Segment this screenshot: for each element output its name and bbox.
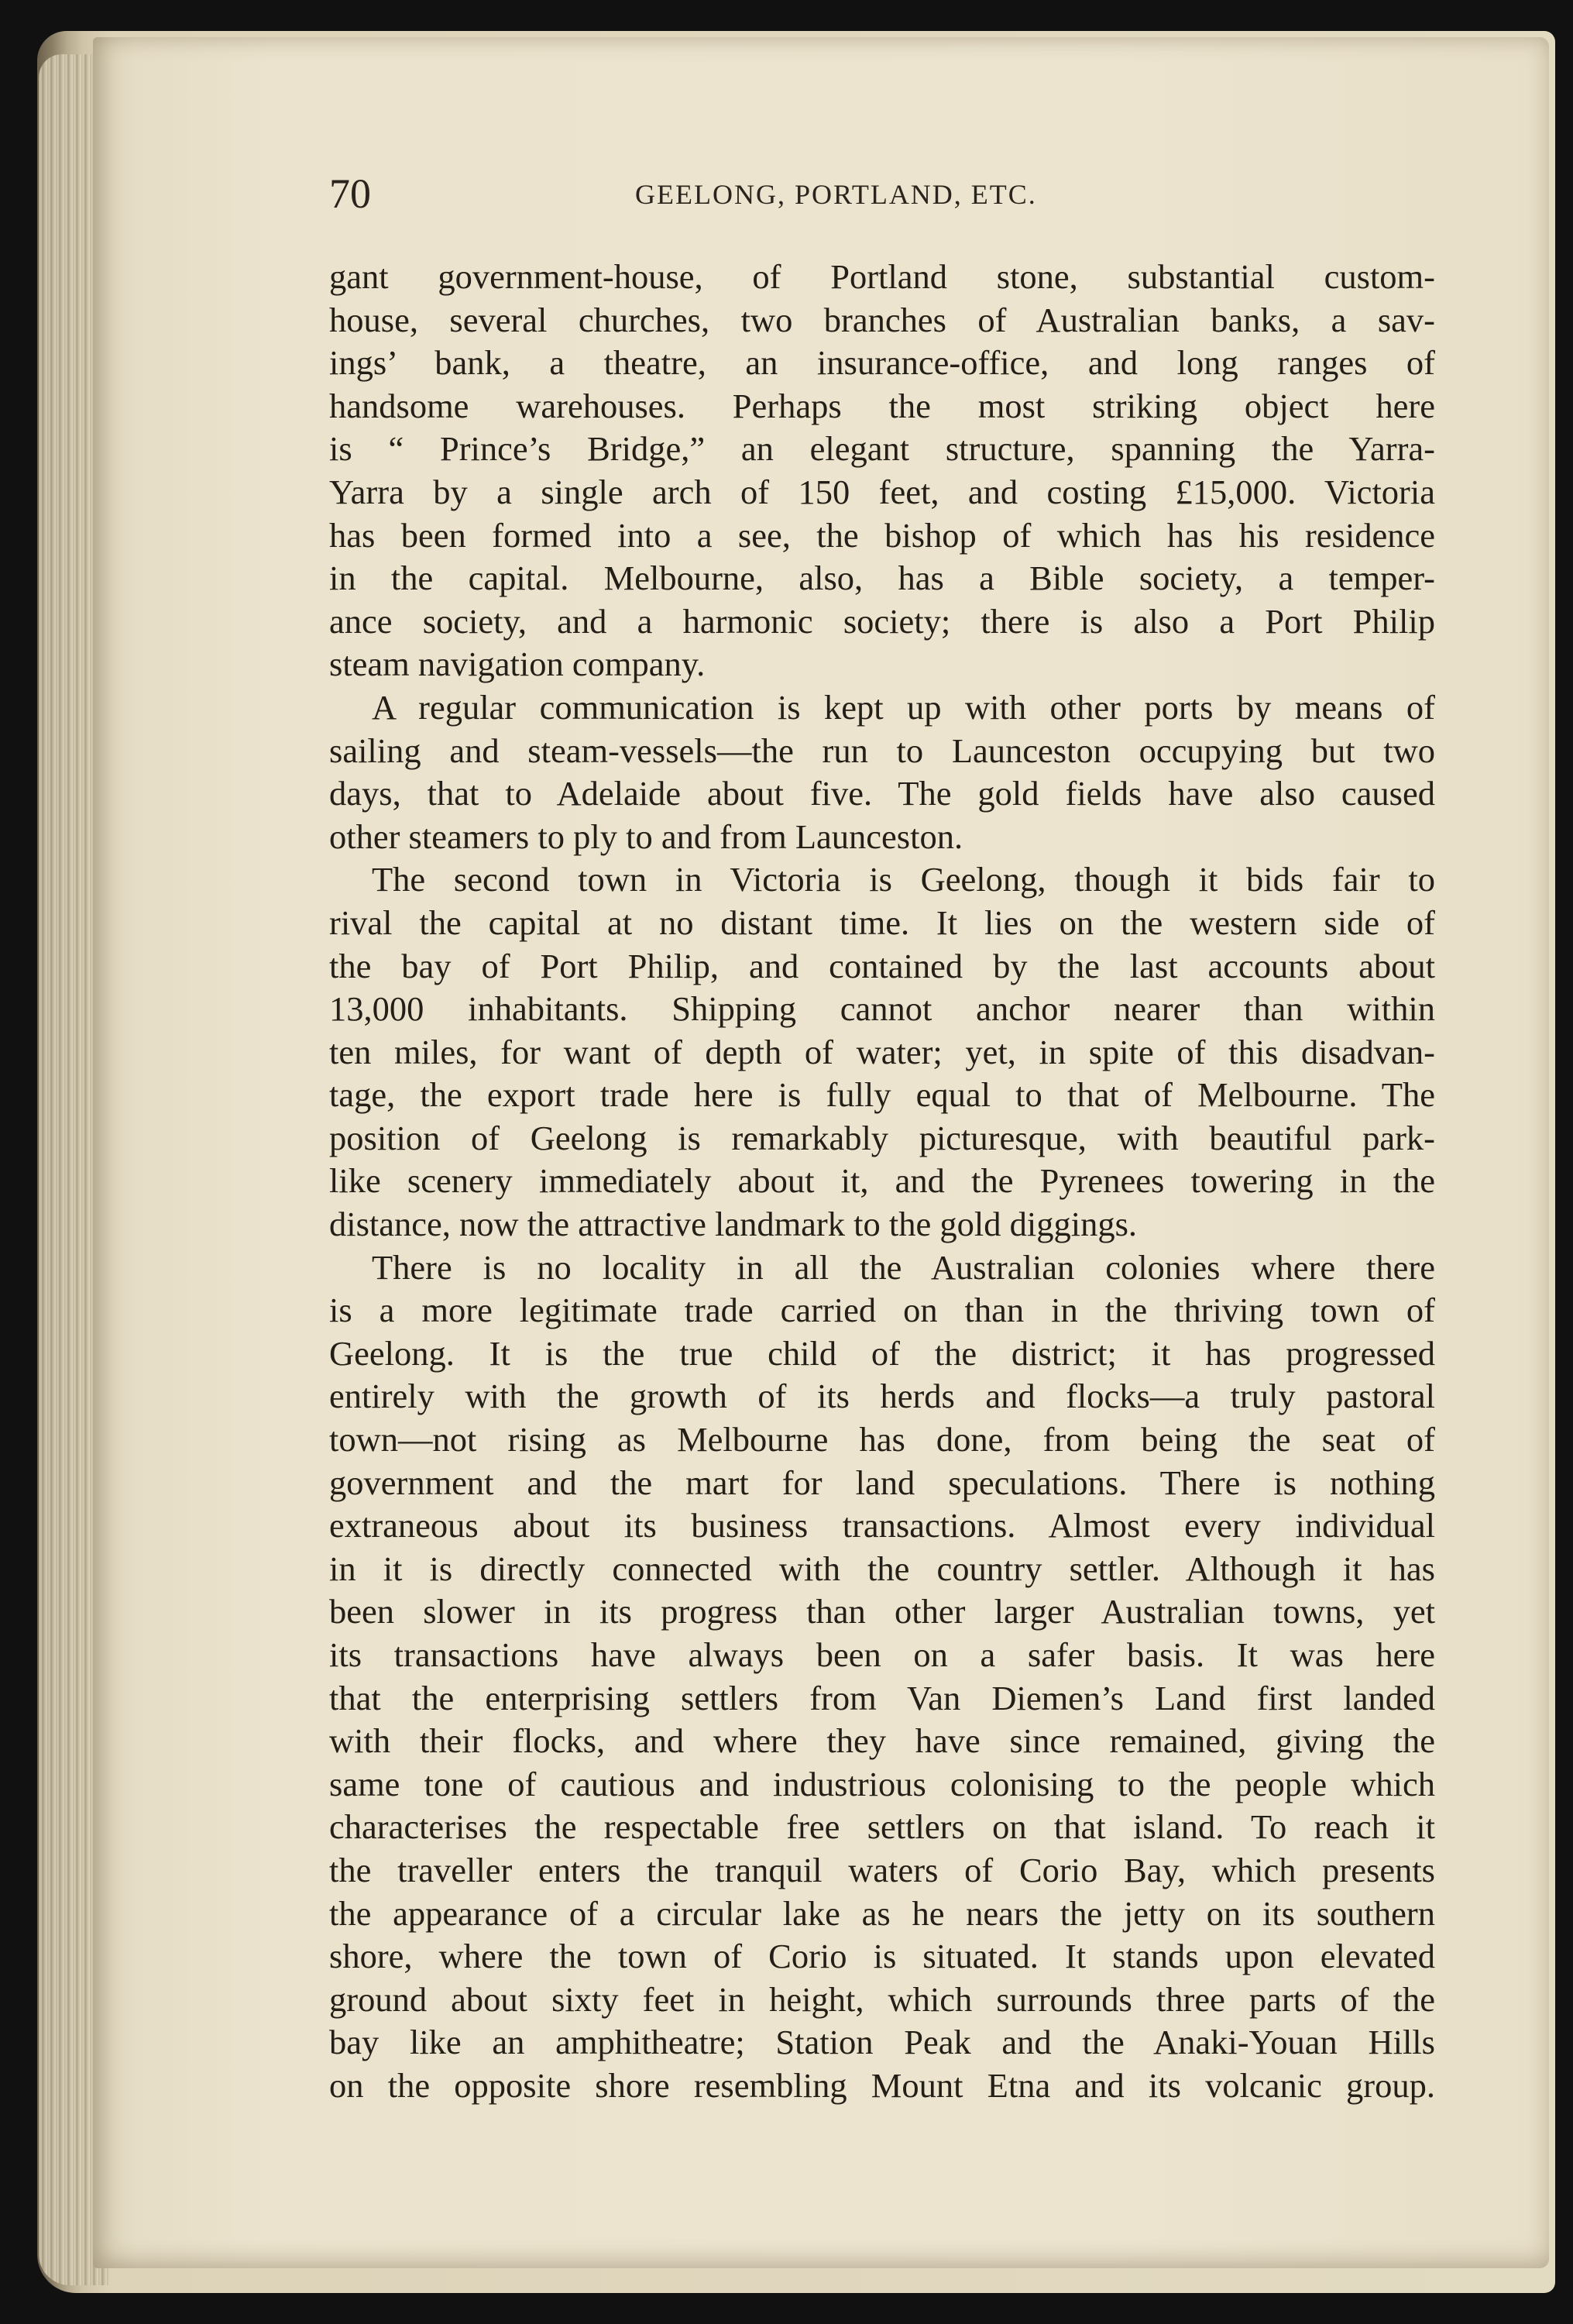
- text-line: handsome warehouses. Perhaps the most striking object here: [329, 386, 1435, 425]
- text-line: tage, the export trade here is fully equal to that of Melbourne. The: [329, 1075, 1435, 1115]
- text-line: Yarra by a single arch of 150 feet, and costing £15,000. Victoria: [329, 472, 1435, 511]
- text-line: the traveller enters the tranquil waters of Corio Bay, which presents: [329, 1850, 1435, 1889]
- text-line: ground about sixty feet in height, which surrounds three parts of the: [329, 1979, 1435, 2019]
- text-line: ance society, and a harmonic society; there is also a Port Philip: [329, 601, 1435, 641]
- text-line: in the capital. Melbourne, also, has a Bible society, a temper-: [329, 559, 1435, 598]
- text-line: like scenery immediately about it, and the Pyrenees towering in the: [329, 1161, 1435, 1201]
- text-line: is a more legitimate trade carried on than in the thriving town of: [329, 1291, 1435, 1330]
- body-text: [329, 256, 1435, 2108]
- running-title: GEELONG, PORTLAND, ETC.: [635, 179, 1037, 210]
- text-line: is “ Prince’s Bridge,” an elegant structure, spanning the Yarra-: [329, 429, 1435, 469]
- text-line: the appearance of a circular lake as he nears the jetty on its southern: [329, 1893, 1435, 1933]
- text-line: 13,000 inhabitants. Shipping cannot anchor nearer than within: [329, 989, 1435, 1029]
- page-number: 70: [329, 170, 371, 217]
- text-line: house, several churches, two branches of Australian banks, a sav-: [329, 300, 1435, 339]
- text-line: characterises the respectable free settlers on that island. To reach it: [329, 1807, 1435, 1847]
- running-header: [329, 167, 1433, 221]
- text-line: There is no locality in all the Australian colonies where there: [372, 1247, 1435, 1287]
- text-line: ten miles, for want of depth of water; yet, in spite of this disadvan-: [329, 1032, 1435, 1071]
- text-line: rival the capital at no distant time. It lies on the western side of: [329, 902, 1435, 942]
- text-line: position of Geelong is remarkably picturesque, with beautiful park-: [329, 1118, 1435, 1157]
- text-line: other steamers to ply to and from Launceston.: [329, 816, 963, 856]
- text-line: The second town in Victoria is Geelong, though it bids fair to: [372, 860, 1435, 899]
- text-line: in it is directly connected with the country settler. Although it has: [329, 1549, 1435, 1588]
- text-line: sailing and steam-vessels—the run to Launceston occupying but two: [329, 731, 1435, 770]
- text-line: has been formed into a see, the bishop of which has his residence: [329, 515, 1435, 555]
- text-line: been slower in its progress than other larger Australian towns, yet: [329, 1592, 1435, 1631]
- text-line: shore, where the town of Corio is situated. It stands upon elevated: [329, 1937, 1435, 1976]
- text-line: government and the mart for land speculations. There is nothing: [329, 1463, 1435, 1502]
- text-line: gant government-house, of Portland stone, substantial custom-: [329, 257, 1435, 296]
- text-line: days, that to Adelaide about five. The gold fields have also caused: [329, 774, 1435, 813]
- text-line: same tone of cautious and industrious colonising to the people which: [329, 1764, 1435, 1803]
- text-line: its transactions have always been on a safer basis. It was here: [329, 1635, 1435, 1674]
- text-line: entirely with the growth of its herds and flocks—a truly pastoral: [329, 1377, 1435, 1416]
- text-line: on the opposite shore resembling Mount Etna and its volcanic group.: [329, 2065, 1435, 2105]
- text-line: extraneous about its business transactions. Almost every individual: [329, 1506, 1435, 1545]
- text-line: A regular communication is kept up with other ports by means of: [372, 687, 1435, 727]
- text-line: steam navigation company.: [329, 645, 706, 684]
- text-line: bay like an amphitheatre; Station Peak and the Anaki-Youan Hills: [329, 2023, 1435, 2062]
- text-line: that the enterprising settlers from Van Diemen’s Land first landed: [329, 1678, 1435, 1717]
- text-line: distance, now the attractive landmark to the gold diggings.: [329, 1205, 1138, 1244]
- text-line: the bay of Port Philip, and contained by the last accounts about: [329, 946, 1435, 985]
- text-line: ings’ bank, a theatre, an insurance-office, and long ranges of: [329, 343, 1435, 383]
- text-line: town—not rising as Melbourne has done, from being the seat of: [329, 1420, 1435, 1459]
- text-line: Geelong. It is the true child of the district; it has progressed: [329, 1333, 1435, 1373]
- text-line: with their flocks, and where they have since remained, giving the: [329, 1721, 1435, 1761]
